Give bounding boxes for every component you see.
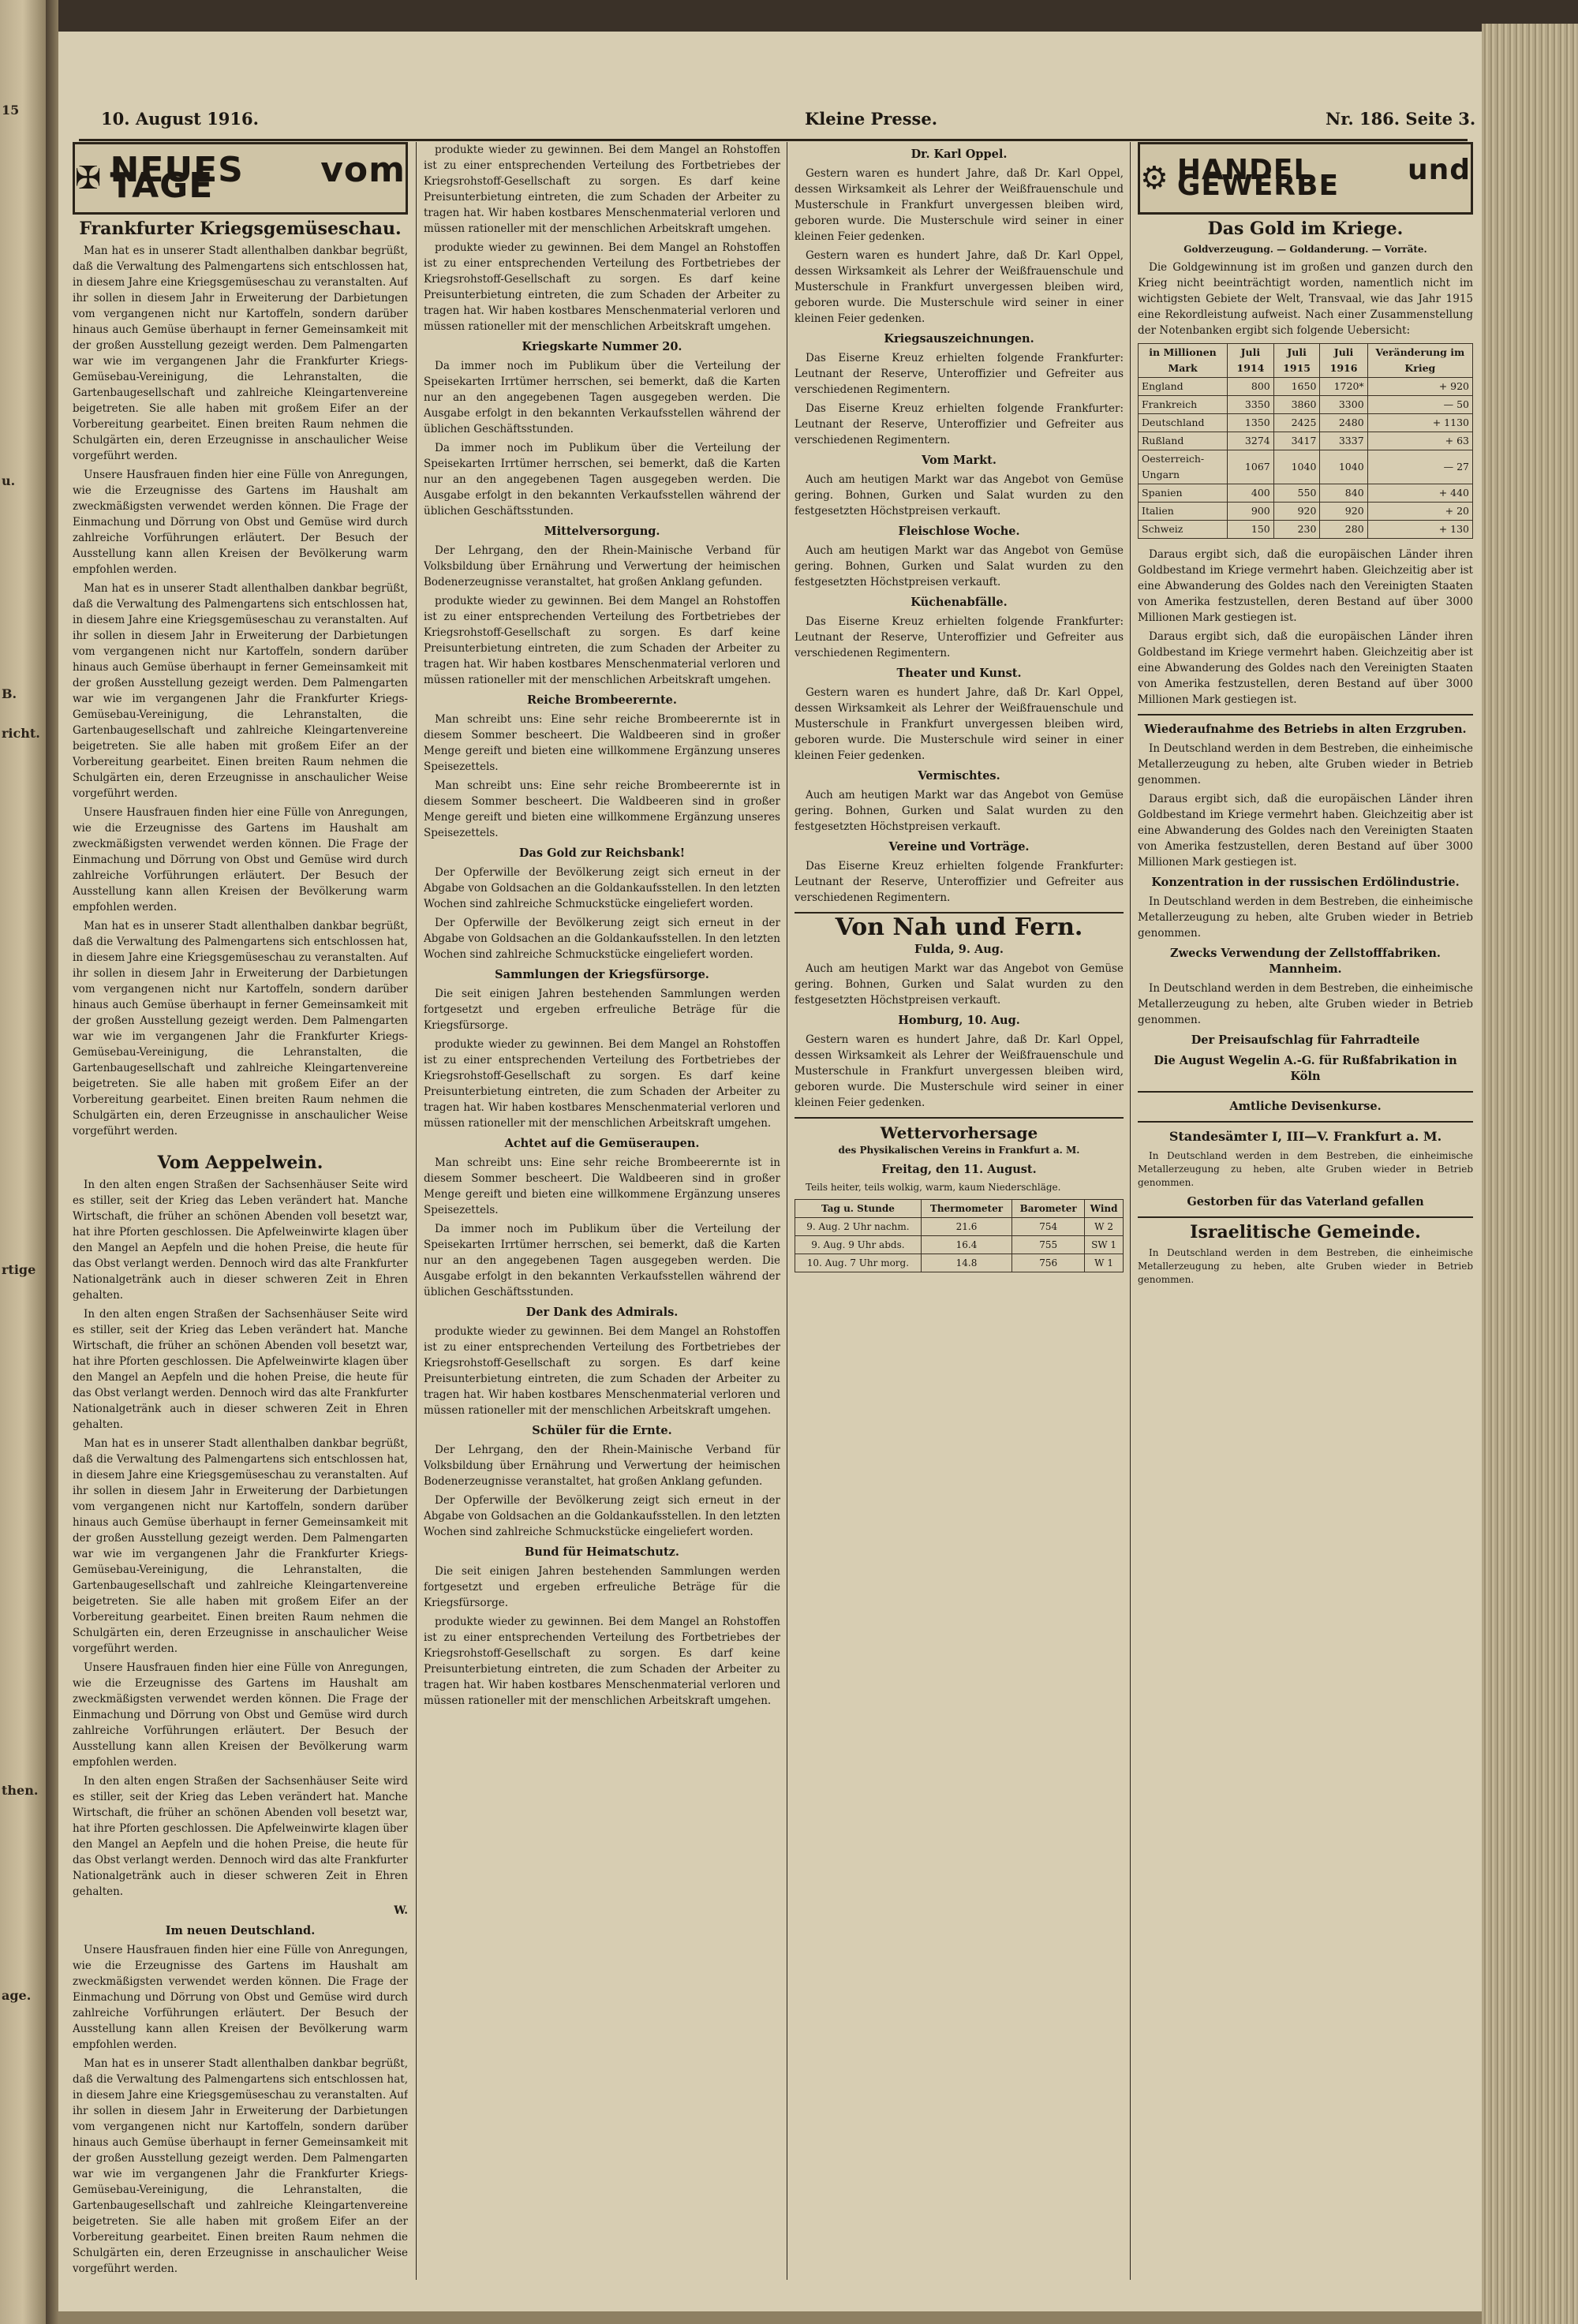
article-body: Das Eiserne Kreuz erhielten folgende Frankfurter: Leutnant der Reserve, Unteroffizier und Gefreiter aus verschiedenen Regimentern. [795, 615, 1124, 659]
weather-cell: 754 [1012, 1218, 1085, 1236]
gold-col-header: Veränderung im Krieg [1367, 344, 1472, 378]
column-3 [795, 142, 1124, 2288]
article-body: Daraus ergibt sich, daß die europäischen Länder ihren Goldbestand im Kriege vermehrt haben. Gleichzeitig aber ist eine Abwanderung des Goldes nach den Vereinigten Staaten von Amerika festzustellen, deren Bestand auf über 3000 Millionen Mark gestiegen ist. [1138, 793, 1473, 869]
table-cell: + 920 [1367, 378, 1472, 396]
article-body: Auch am heutigen Markt war das Angebot von Gemüse gering. Bohnen, Gurken und Salat wurden zu den festgesetzten Höchstpreisen verkauft. [795, 962, 1124, 1007]
article-body: Das Eiserne Kreuz erhielten folgende Frankfurter: Leutnant der Reserve, Unteroffizier und Gefreiter aus verschiedenen Regimentern. [795, 860, 1124, 904]
weather-cell: 14.8 [921, 1254, 1011, 1272]
gold-col-header: Juli 1915 [1273, 344, 1320, 378]
table-cell: Schweiz [1139, 521, 1228, 539]
article-body: Gestern waren es hundert Jahre, daß Dr. Karl Oppel, dessen Wirksamkeit als Lehrer der Weißfrauenschule und Musterschule in Frankfurt unvergessen bleiben wird, geboren wurde. Die Musterschule wird seiner in einer kleinen Feier gedenken. [795, 249, 1124, 325]
table-cell: 920 [1320, 503, 1367, 521]
table-row [1139, 521, 1473, 539]
table-cell: Oesterreich-Ungarn [1139, 450, 1228, 484]
left-page-fragment: B. [2, 686, 17, 701]
article-heading: Dr. Karl Oppel. [911, 148, 1008, 161]
table-cell: + 63 [1367, 432, 1472, 450]
article-body: produkte wieder zu gewinnen. Bei dem Mangel an Rohstoffen ist zu einer entsprechenden Verteilung des Fortbetriebes der Kriegsrohstoff-Gesellschaft zu sorgen. Es darf keine Preisunterbietung eintreten, die zum Schaden der Arbeiter zu tragen hat. Wir haben kostbares Menschenmaterial verloren und müssen rationeller mit der menschlichen Arbeitskraft umgehen. [424, 144, 780, 235]
newspaper-name: Kleine Presse. [805, 109, 938, 129]
article-body: Auch am heutigen Markt war das Angebot von Gemüse gering. Bohnen, Gurken und Salat wurden zu den festgesetzten Höchstpreisen verkauft. [795, 789, 1124, 833]
article-heading: Wiederaufnahme des Betriebs in alten Erzgruben. [1144, 723, 1467, 736]
article-body: In Deutschland werden in dem Bestreben, die einheimische Metallerzeugung zu heben, alte Gruben wieder in Betrieb genommen. [1138, 982, 1473, 1026]
article-heading: Das Gold zur Reichsbank! [518, 846, 686, 860]
table-cell: 230 [1273, 521, 1320, 539]
article-heading: Achtet auf die Gemüseraupen. [504, 1137, 700, 1150]
page-bottom-edge [58, 2311, 1482, 2324]
article-body: Die Goldgewinnung ist im großen und ganzen durch den Krieg nicht beeinträchtigt worden, namentlich nicht im wichtigsten Gebiete der Welt, Transvaal, wie das Jahr 1915 eine Rekordleistung aufweist. Nach einer Zusammenstellung der Notenbanken ergibt sich folgende Uebersicht: [1138, 261, 1473, 337]
neues-vom-tage-banner [73, 142, 408, 215]
table-cell: 3337 [1320, 432, 1367, 450]
table-cell: 550 [1273, 484, 1320, 503]
article-heading: Fleischlose Woche. [898, 525, 1020, 538]
article-heading: Sammlungen der Kriegsfürsorge. [495, 968, 709, 981]
section-title: HANDEL und GEWERBE [1176, 154, 1471, 202]
article-heading: Fulda, 9. Aug. [914, 943, 1004, 956]
table-cell: Spanien [1139, 484, 1228, 503]
table-cell: 3274 [1228, 432, 1274, 450]
previous-page-edge [0, 0, 46, 2324]
article-heading: Der Preisaufschlag für Fahrradteile [1191, 1033, 1420, 1047]
article-title: Frankfurter Kriegsgemüseschau. [79, 219, 402, 239]
table-cell: 800 [1228, 378, 1274, 396]
article-heading: Bund für Heimatschutz. [525, 1545, 679, 1559]
table-row [1139, 484, 1473, 503]
gold-col-header: Juli 1914 [1228, 344, 1274, 378]
weather-cell: SW 1 [1085, 1236, 1124, 1254]
article-body: Daraus ergibt sich, daß die europäischen Länder ihren Goldbestand im Kriege vermehrt haben. Gleichzeitig aber ist eine Abwanderung des Goldes nach den Vereinigten Staaten von Amerika festzustellen, deren Bestand auf über 3000 Millionen Mark gestiegen ist. [1138, 548, 1473, 624]
article-body: In Deutschland werden in dem Bestreben, die einheimische Metallerzeugung zu heben, alte Gruben wieder in Betrieb genommen. [1138, 742, 1473, 786]
article-heading: Kriegskarte Nummer 20. [522, 340, 682, 353]
article-heading: Im neuen Deutschland. [165, 1924, 316, 1937]
article-body: Gestern waren es hundert Jahre, daß Dr. Karl Oppel, dessen Wirksamkeit als Lehrer der Weißfrauenschule und Musterschule in Frankfurt unvergessen bleiben wird, geboren wurde. Die Musterschule wird seiner in einer kleinen Feier gedenken. [795, 1033, 1124, 1109]
table-cell: + 130 [1367, 521, 1472, 539]
table-cell: 2425 [1273, 414, 1320, 432]
article-body: Unsere Hausfrauen finden hier eine Fülle von Anregungen, wie die Erzeugnisse des Gartens im Haushalt am zweckmäßigsten verwendet werden können. Die Frage der Einmachung und Dörrung von Obst und Gemüse wird durch zahlreiche Vorführungen erläutert. Der Besuch der Ausstellung kann allen Kreisen der Bevölkerung warm empfohlen werden. [73, 806, 408, 914]
page-date: 10. August 1916. [101, 109, 259, 129]
column-2 [424, 142, 780, 2288]
table-cell: 900 [1228, 503, 1274, 521]
table-row [1139, 414, 1473, 432]
section-divider [1138, 1121, 1473, 1123]
article-body: Man hat es in unserer Stadt allenthalben dankbar begrüßt, daß die Verwaltung des Palmengartens sich entschlossen hat, in diesem Jahre eine Kriegsgemüseschau zu veranstalten. Auf ihr sollen in diesem Jahr in Erweiterung der Darbietungen vom vergangenen nicht nur Kartoffeln, sondern darüber hinaus auch Gemüse überhaupt in ferner Gemeinsamkeit mit der großen Ausstellung gezeigt werden. Dem Palmengarten war wie im vergangenen Jahr die Frankfurter Kriegs-Gemüsebau-Vereinigung, die Lehranstalten, die Gartenbaugesellschaft und zahlreiche Kleingartenvereine beigetreten. Sie alle haben mit großem Eifer an der Vorbereitung gearbeitet. Einen breiten Raum nehmen die Schulgärten ein, deren Erzeugnisse in anschaulicher Weise vorgeführt werden. [73, 245, 408, 462]
table-cell: + 1130 [1367, 414, 1472, 432]
left-page-fragment: u. [2, 473, 16, 488]
article-body: produkte wieder zu gewinnen. Bei dem Mangel an Rohstoffen ist zu einer entsprechenden Verteilung des Fortbetriebes der Kriegsrohstoff-Gesellschaft zu sorgen. Es darf keine Preisunterbietung eintreten, die zum Schaden der Arbeiter zu tragen hat. Wir haben kostbares Menschenmaterial verloren und müssen rationeller mit der menschlichen Arbeitskraft umgehen. [424, 241, 780, 333]
weather-cell: 9. Aug. 9 Uhr abds. [795, 1236, 922, 1254]
weather-col-header: Tag u. Stunde [795, 1200, 922, 1218]
article-body: Auch am heutigen Markt war das Angebot von Gemüse gering. Bohnen, Gurken und Salat wurden zu den festgesetzten Höchstpreisen verkauft. [795, 544, 1124, 588]
article-body: Der Lehrgang, den der Rhein-Mainische Verband für Volksbildung über Ernährung und Verwertung der heimischen Bodenerzeugnisse veranstaltet, hat großen Anklang gefunden. [424, 544, 780, 588]
article-body: Der Opferwille der Bevölkerung zeigt sich erneut in der Abgabe von Goldsachen an die Goldankaufsstellen. In den letzten Wochen sind zahlreiche Schmuckstücke eingeliefert worden. [424, 1494, 780, 1538]
article-body: Das Eiserne Kreuz erhielten folgende Frankfurter: Leutnant der Reserve, Unteroffizier und Gefreiter aus verschiedenen Regimentern. [795, 352, 1124, 396]
gold-col-header: Juli 1916 [1320, 344, 1367, 378]
section-divider [1138, 714, 1473, 716]
article-heading: Küchenabfälle. [911, 596, 1008, 609]
table-cell: 1350 [1228, 414, 1274, 432]
table-cell: 1067 [1228, 450, 1274, 484]
article-heading: Vom Markt. [922, 454, 997, 467]
section-divider [1138, 1091, 1473, 1093]
table-cell: 150 [1228, 521, 1274, 539]
article-body: Man hat es in unserer Stadt allenthalben dankbar begrüßt, daß die Verwaltung des Palmengartens sich entschlossen hat, in diesem Jahre eine Kriegsgemüseschau zu veranstalten. Auf ihr sollen in diesem Jahr in Erweiterung der Darbietungen vom vergangenen nicht nur Kartoffeln, sondern darüber hinaus auch Gemüse überhaupt in ferner Gemeinsamkeit mit der großen Ausstellung gezeigt werden. Dem Palmengarten war wie im vergangenen Jahr die Frankfurter Kriegs-Gemüsebau-Vereinigung, die Lehranstalten, die Gartenbaugesellschaft und zahlreiche Kleingartenvereine beigetreten. Sie alle haben mit großem Eifer an der Vorbereitung gearbeitet. Einen breiten Raum nehmen die Schulgärten ein, deren Erzeugnisse in anschaulicher Weise vorgeführt werden. [73, 582, 408, 800]
article-heading: Mittelversorgung. [544, 525, 660, 538]
article-heading: Gestorben für das Vaterland gefallen [1187, 1195, 1424, 1209]
article-body: Man schreibt uns: Eine sehr reiche Brombeerernte ist in diesem Sommer bescheert. Die Waldbeeren sind in großer Menge gereift und bieten eine willkommene Ergänzung unseres Speisezettels. [424, 779, 780, 839]
table-cell: — 27 [1367, 450, 1472, 484]
left-page-fragment: age. [2, 1988, 32, 2003]
column-rule [1130, 142, 1131, 2280]
left-page-fragment: richt. [2, 726, 40, 741]
table-cell: Frankreich [1139, 396, 1228, 414]
gold-reserves-table [1138, 343, 1473, 539]
table-cell: 280 [1320, 521, 1367, 539]
article-heading: Die August Wegelin A.-G. für Rußfabrikation in Köln [1154, 1054, 1457, 1083]
handel-und-gewerbe-banner [1138, 142, 1473, 215]
table-cell: 1650 [1273, 378, 1320, 396]
article-body: Da immer noch im Publikum über die Verteilung der Speisekarten Irrtümer herrschen, sei bemerkt, daß die Karten nur an den angegebenen Tagen ausgegeben werden. Die Ausgabe erfolgt in den bekannten Verkaufsstellen während der üblichen Geschäftsstunden. [424, 442, 780, 517]
table-cell: 3300 [1320, 396, 1367, 414]
page-stack-edge [1482, 24, 1578, 2324]
table-row [1139, 432, 1473, 450]
issue-page-number: Nr. 186. Seite 3. [1326, 109, 1476, 129]
article-body: Daraus ergibt sich, daß die europäischen Länder ihren Goldbestand im Kriege vermehrt haben. Gleichzeitig aber ist eine Abwanderung des Goldes nach den Vereinigten Staaten von Amerika festzustellen, deren Bestand auf über 3000 Millionen Mark gestiegen ist. [1138, 630, 1473, 706]
column-rule [416, 142, 417, 2280]
article-body: Man hat es in unserer Stadt allenthalben dankbar begrüßt, daß die Verwaltung des Palmengartens sich entschlossen hat, in diesem Jahre eine Kriegsgemüseschau zu veranstalten. Auf ihr sollen in diesem Jahr in Erweiterung der Darbietungen vom vergangenen nicht nur Kartoffeln, sondern darüber hinaus auch Gemüse überhaupt in ferner Gemeinsamkeit mit der großen Ausstellung gezeigt werden. Dem Palmengarten war wie im vergangenen Jahr die Frankfurter Kriegs-Gemüsebau-Vereinigung, die Lehranstalten, die Gartenbaugesellschaft und zahlreiche Kleingartenvereine beigetreten. Sie alle haben mit großem Eifer an der Vorbereitung gearbeitet. Einen breiten Raum nehmen die Schulgärten ein, deren Erzeugnisse in anschaulicher Weise vorgeführt werden. [73, 1437, 408, 1655]
article-body: Da immer noch im Publikum über die Verteilung der Speisekarten Irrtümer herrschen, sei bemerkt, daß die Karten nur an den angegebenen Tagen ausgegeben werden. Die Ausgabe erfolgt in den bekannten Verkaufsstellen während der üblichen Geschäftsstunden. [424, 360, 780, 435]
weather-row [795, 1254, 1124, 1272]
left-page-fragment: then. [2, 1783, 39, 1798]
article-body: Auch am heutigen Markt war das Angebot von Gemüse gering. Bohnen, Gurken und Salat wurden zu den festgesetzten Höchstpreisen verkauft. [795, 473, 1124, 517]
table-row [1139, 378, 1473, 396]
table-cell: 1040 [1273, 450, 1320, 484]
weather-cell: 756 [1012, 1254, 1085, 1272]
article-body: Die seit einigen Jahren bestehenden Sammlungen werden fortgesetzt und ergeben erfreuliche Beträge für die Kriegsfürsorge. [424, 1565, 780, 1609]
article-body: produkte wieder zu gewinnen. Bei dem Mangel an Rohstoffen ist zu einer entsprechenden Verteilung des Fortbetriebes der Kriegsrohstoff-Gesellschaft zu sorgen. Es darf keine Preisunterbietung eintreten, die zum Schaden der Arbeiter zu tragen hat. Wir haben kostbares Menschenmaterial verloren und müssen rationeller mit der menschlichen Arbeitskraft umgehen. [424, 1325, 780, 1417]
article-heading: Vermischtes. [918, 769, 1000, 783]
eagle-crest-icon: ✠ [75, 160, 103, 196]
author-sign: W. [394, 1904, 408, 1917]
section-divider [1138, 1216, 1473, 1218]
article-heading: Homburg, 10. Aug. [898, 1014, 1020, 1027]
section-divider [795, 1117, 1124, 1119]
table-cell: — 50 [1367, 396, 1472, 414]
column-1 [73, 142, 408, 2288]
article-body: Man hat es in unserer Stadt allenthalben dankbar begrüßt, daß die Verwaltung des Palmengartens sich entschlossen hat, in diesem Jahre eine Kriegsgemüseschau zu veranstalten. Auf ihr sollen in diesem Jahr in Erweiterung der Darbietungen vom vergangenen nicht nur Kartoffeln, sondern darüber hinaus auch Gemüse überhaupt in ferner Gemeinsamkeit mit der großen Ausstellung gezeigt werden. Dem Palmengarten war wie im vergangenen Jahr die Frankfurter Kriegs-Gemüsebau-Vereinigung, die Lehranstalten, die Gartenbaugesellschaft und zahlreiche Kleingartenvereine beigetreten. Sie alle haben mit großem Eifer an der Vorbereitung gearbeitet. Einen breiten Raum nehmen die Schulgärten ein, deren Erzeugnisse in anschaulicher Weise vorgeführt werden. [73, 920, 408, 1138]
article-title: Israelitische Gemeinde. [1190, 1222, 1421, 1242]
article-body: Man schreibt uns: Eine sehr reiche Brombeerernte ist in diesem Sommer bescheert. Die Waldbeeren sind in großer Menge gereift und bieten eine willkommene Ergänzung unseres Speisezettels. [424, 713, 780, 773]
table-cell: 400 [1228, 484, 1274, 503]
article-body: In den alten engen Straßen der Sachsenhäuser Seite wird es stiller, seit der Krieg das Leben verändert hat. Manche Wirtschaft, die früher an schönen Abenden voll besetzt war, hat ihre Pforten geschlossen. Die Apfelweinwirte klagen über den Mangel an Aepfeln und die hohen Preise, die heute für das Obst verlangt werden. Dennoch wird das alte Frankfurter Nationalgetränk auch in dieser schweren Zeit in Ehren gehalten. [73, 1179, 408, 1302]
article-body: Das Eiserne Kreuz erhielten folgende Frankfurter: Leutnant der Reserve, Unteroffizier und Gefreiter aus verschiedenen Regimentern. [795, 402, 1124, 446]
article-heading: Kriegsauszeichnungen. [884, 332, 1034, 346]
article-heading: Standesämter I, III—V. Frankfurt a. M. [1169, 1129, 1442, 1144]
article-subtitle: Goldverzeugung. — Goldanderung. — Vorräte. [1184, 244, 1427, 255]
weather-day: Freitag, den 11. August. [881, 1163, 1037, 1176]
table-cell: 3417 [1273, 432, 1320, 450]
article-body: Gestern waren es hundert Jahre, daß Dr. Karl Oppel, dessen Wirksamkeit als Lehrer der Weißfrauenschule und Musterschule in Frankfurt unvergessen bleiben wird, geboren wurde. Die Musterschule wird seiner in einer kleinen Feier gedenken. [795, 167, 1124, 243]
weather-cell: 9. Aug. 2 Uhr nachm. [795, 1218, 922, 1236]
weather-cell: 16.4 [921, 1236, 1011, 1254]
weather-row [795, 1218, 1124, 1236]
article-body: In Deutschland werden in dem Bestreben, die einheimische Metallerzeugung zu heben, alte Gruben wieder in Betrieb genommen. [1138, 895, 1473, 940]
weather-title: Wettervorhersage [880, 1123, 1038, 1142]
table-cell: 3860 [1273, 396, 1320, 414]
left-page-fragment: 15 [2, 103, 20, 118]
table-cell: 1720* [1320, 378, 1367, 396]
gear-wheel-icon: ⚙ [1140, 160, 1169, 196]
weather-cell: 10. Aug. 7 Uhr morg. [795, 1254, 922, 1272]
weather-cell: W 1 [1085, 1254, 1124, 1272]
article-body: produkte wieder zu gewinnen. Bei dem Mangel an Rohstoffen ist zu einer entsprechenden Verteilung des Fortbetriebes der Kriegsrohstoff-Gesellschaft zu sorgen. Es darf keine Preisunterbietung eintreten, die zum Schaden der Arbeiter zu tragen hat. Wir haben kostbares Menschenmaterial verloren und müssen rationeller mit der menschlichen Arbeitskraft umgehen. [424, 595, 780, 686]
table-row [1139, 450, 1473, 484]
article-body: Unsere Hausfrauen finden hier eine Fülle von Anregungen, wie die Erzeugnisse des Gartens im Haushalt am zweckmäßigsten verwendet werden können. Die Frage der Einmachung und Dörrung von Obst und Gemüse wird durch zahlreiche Vorführungen erläutert. Der Besuch der Ausstellung kann allen Kreisen der Bevölkerung warm empfohlen werden. [73, 1661, 408, 1769]
article-body: produkte wieder zu gewinnen. Bei dem Mangel an Rohstoffen ist zu einer entsprechenden Verteilung des Fortbetriebes der Kriegsrohstoff-Gesellschaft zu sorgen. Es darf keine Preisunterbietung eintreten, die zum Schaden der Arbeiter zu tragen hat. Wir haben kostbares Menschenmaterial verloren und müssen rationeller mit der menschlichen Arbeitskraft umgehen. [424, 1038, 780, 1130]
article-body: In den alten engen Straßen der Sachsenhäuser Seite wird es stiller, seit der Krieg das Leben verändert hat. Manche Wirtschaft, die früher an schönen Abenden voll besetzt war, hat ihre Pforten geschlossen. Die Apfelweinwirte klagen über den Mangel an Aepfeln und die hohen Preise, die heute für das Obst verlangt werden. Dennoch wird das alte Frankfurter Nationalgetränk auch in dieser schweren Zeit in Ehren gehalten. [73, 1308, 408, 1431]
article-body: Gestern waren es hundert Jahre, daß Dr. Karl Oppel, dessen Wirksamkeit als Lehrer der Weißfrauenschule und Musterschule in Frankfurt unvergessen bleiben wird, geboren wurde. Die Musterschule wird seiner in einer kleinen Feier gedenken. [795, 686, 1124, 762]
table-row [1139, 503, 1473, 521]
table-cell: Rußland [1139, 432, 1228, 450]
weather-col-header: Wind [1085, 1200, 1124, 1218]
weather-subtitle: des Physikalischen Vereins in Frankfurt a. M. [838, 1145, 1080, 1156]
section-title: NEUES vom TAGE [110, 150, 406, 206]
table-cell: 3350 [1228, 396, 1274, 414]
weather-cell: 755 [1012, 1236, 1085, 1254]
article-heading: Theater und Kunst. [896, 667, 1022, 680]
table-cell: Italien [1139, 503, 1228, 521]
article-body: In Deutschland werden in dem Bestreben, die einheimische Metallerzeugung zu heben, alte Gruben wieder in Betrieb genommen. [1138, 1247, 1473, 1285]
article-body: Der Opferwille der Bevölkerung zeigt sich erneut in der Abgabe von Goldsachen an die Goldankaufsstellen. In den letzten Wochen sind zahlreiche Schmuckstücke eingeliefert worden. [424, 866, 780, 910]
gold-col-header: in Millionen Mark [1139, 344, 1228, 378]
table-cell: 2480 [1320, 414, 1367, 432]
left-page-fragment: rtige [2, 1262, 36, 1277]
header-rule [79, 139, 1468, 141]
table-cell: Deutschland [1139, 414, 1228, 432]
table-cell: + 20 [1367, 503, 1472, 521]
column-4 [1138, 142, 1473, 2288]
weather-text: Teils heiter, teils wolkig, warm, kaum Niederschläge. [806, 1182, 1061, 1193]
article-heading: Schüler für die Ernte. [532, 1424, 672, 1437]
article-body: In Deutschland werden in dem Bestreben, die einheimische Metallerzeugung zu heben, alte Gruben wieder in Betrieb genommen. [1138, 1150, 1473, 1188]
weather-col-header: Barometer [1012, 1200, 1085, 1218]
section-title: Von Nah und Fern. [835, 914, 1083, 941]
table-row [1139, 396, 1473, 414]
article-heading: Amtliche Devisenkurse. [1229, 1100, 1382, 1113]
weather-row [795, 1236, 1124, 1254]
weather-table [795, 1199, 1124, 1272]
article-body: Der Opferwille der Bevölkerung zeigt sich erneut in der Abgabe von Goldsachen an die Goldankaufsstellen. In den letzten Wochen sind zahlreiche Schmuckstücke eingeliefert worden. [424, 917, 780, 961]
article-body: Unsere Hausfrauen finden hier eine Fülle von Anregungen, wie die Erzeugnisse des Gartens im Haushalt am zweckmäßigsten verwendet werden können. Die Frage der Einmachung und Dörrung von Obst und Gemüse wird durch zahlreiche Vorführungen erläutert. Der Besuch der Ausstellung kann allen Kreisen der Bevölkerung warm empfohlen werden. [73, 469, 408, 576]
table-cell: 840 [1320, 484, 1367, 503]
book-gutter [46, 0, 58, 2324]
article-heading: Reiche Brombeerernte. [527, 693, 677, 707]
article-heading: Vereine und Vorträge. [888, 840, 1030, 854]
article-body: Der Lehrgang, den der Rhein-Mainische Verband für Volksbildung über Ernährung und Verwertung der heimischen Bodenerzeugnisse veranstaltet, hat großen Anklang gefunden. [424, 1444, 780, 1488]
article-heading: Zwecks Verwendung der Zellstofffabriken. Mannheim. [1170, 947, 1441, 976]
article-heading: Der Dank des Admirals. [525, 1306, 679, 1319]
table-cell: 1040 [1320, 450, 1367, 484]
weather-cell: 21.6 [921, 1218, 1011, 1236]
weather-col-header: Thermometer [921, 1200, 1011, 1218]
weather-cell: W 2 [1085, 1218, 1124, 1236]
article-title: Das Gold im Kriege. [1207, 219, 1404, 239]
article-body: Unsere Hausfrauen finden hier eine Fülle von Anregungen, wie die Erzeugnisse des Gartens im Haushalt am zweckmäßigsten verwendet werden können. Die Frage der Einmachung und Dörrung von Obst und Gemüse wird durch zahlreiche Vorführungen erläutert. Der Besuch der Ausstellung kann allen Kreisen der Bevölkerung warm empfohlen werden. [73, 1944, 408, 2051]
article-body: Die seit einigen Jahren bestehenden Sammlungen werden fortgesetzt und ergeben erfreuliche Beträge für die Kriegsfürsorge. [424, 988, 780, 1032]
article-body: Da immer noch im Publikum über die Verteilung der Speisekarten Irrtümer herrschen, sei bemerkt, daß die Karten nur an den angegebenen Tagen ausgegeben werden. Die Ausgabe erfolgt in den bekannten Verkaufsstellen während der üblichen Geschäftsstunden. [424, 1223, 780, 1298]
article-title: Vom Aeppelwein. [157, 1153, 323, 1173]
article-body: In den alten engen Straßen der Sachsenhäuser Seite wird es stiller, seit der Krieg das Leben verändert hat. Manche Wirtschaft, die früher an schönen Abenden voll besetzt war, hat ihre Pforten geschlossen. Die Apfelweinwirte klagen über den Mangel an Aepfeln und die hohen Preise, die heute für das Obst verlangt werden. Dennoch wird das alte Frankfurter Nationalgetränk auch in dieser schweren Zeit in Ehren gehalten. [73, 1775, 408, 1898]
article-body: Man hat es in unserer Stadt allenthalben dankbar begrüßt, daß die Verwaltung des Palmengartens sich entschlossen hat, in diesem Jahre eine Kriegsgemüseschau zu veranstalten. Auf ihr sollen in diesem Jahr in Erweiterung der Darbietungen vom vergangenen nicht nur Kartoffeln, sondern darüber hinaus auch Gemüse überhaupt in ferner Gemeinsamkeit mit der großen Ausstellung gezeigt werden. Dem Palmengarten war wie im vergangenen Jahr die Frankfurter Kriegs-Gemüsebau-Vereinigung, die Lehranstalten, die Gartenbaugesellschaft und zahlreiche Kleingartenvereine beigetreten. Sie alle haben mit großem Eifer an der Vorbereitung gearbeitet. Einen breiten Raum nehmen die Schulgärten ein, deren Erzeugnisse in anschaulicher Weise vorgeführt werden. [73, 2057, 408, 2275]
table-cell: England [1139, 378, 1228, 396]
table-cell: + 440 [1367, 484, 1472, 503]
article-body: Man schreibt uns: Eine sehr reiche Brombeerernte ist in diesem Sommer bescheert. Die Waldbeeren sind in großer Menge gereift und bieten eine willkommene Ergänzung unseres Speisezettels. [424, 1156, 780, 1216]
table-cell: 920 [1273, 503, 1320, 521]
article-heading: Konzentration in der russischen Erdölindustrie. [1151, 876, 1460, 889]
article-body: produkte wieder zu gewinnen. Bei dem Mangel an Rohstoffen ist zu einer entsprechenden Verteilung des Fortbetriebes der Kriegsrohstoff-Gesellschaft zu sorgen. Es darf keine Preisunterbietung eintreten, die zum Schaden der Arbeiter zu tragen hat. Wir haben kostbares Menschenmaterial verloren und müssen rationeller mit der menschlichen Arbeitskraft umgehen. [424, 1616, 780, 1707]
